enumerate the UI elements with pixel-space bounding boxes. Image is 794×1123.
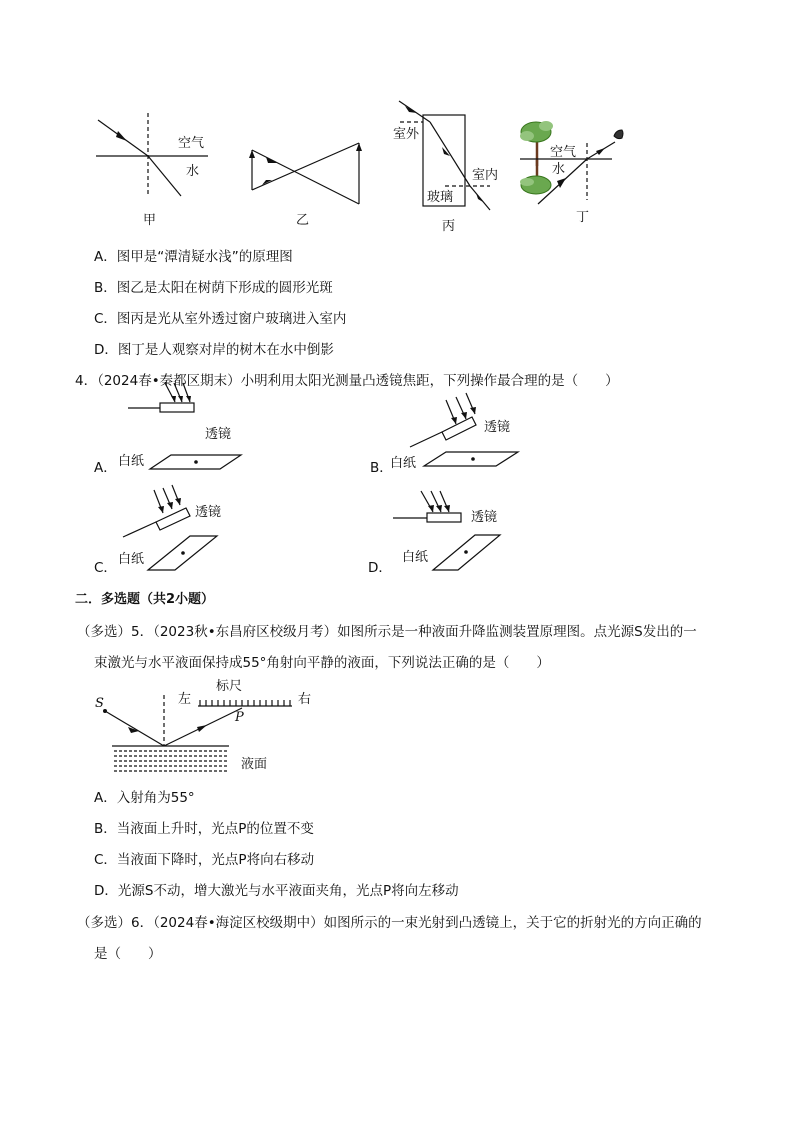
q5-option-d: D．光源S不动，增大激光与水平液面夹角，光点P将向左移动 [94, 883, 459, 899]
q6-stem-line2: 是（ ） [94, 946, 162, 962]
q4-b-paper-label: 白纸 [390, 456, 417, 471]
q4-option-c-letter: C． [94, 560, 117, 576]
section-2-title: 二．多选题（共2小题） [75, 592, 215, 607]
bing-caption: 丙 [442, 219, 456, 234]
q5-stem-line2: 束激光与水平液面保持成55°角射向平静的液面，下列说法正确的是（ ） [94, 655, 550, 671]
q4-a-lens-label: 透镜 [205, 427, 232, 442]
q4-c-lens-label: 透镜 [195, 505, 222, 520]
q4-option-d-letter: D． [368, 560, 392, 576]
q5-liquid-label: 液面 [241, 757, 268, 772]
q5-ruler-label: 标尺 [216, 679, 243, 694]
q4-c-paper-label: 白纸 [118, 552, 145, 567]
ding-air-label: 空气 [550, 145, 577, 160]
yi-caption: 乙 [296, 213, 310, 228]
q4-b-lens-label: 透镜 [484, 420, 511, 435]
bing-glass-label: 玻璃 [427, 190, 454, 205]
jia-air-label: 空气 [178, 136, 205, 151]
jia-caption: 甲 [143, 213, 157, 228]
q4-a-paper-label: 白纸 [118, 454, 145, 469]
q5-option-c: C．当液面下降时，光点P将向右移动 [94, 852, 315, 868]
q4-stem: 4．（2024春•秦都区期末）小明利用太阳光测量凸透镜焦距，下列操作最合理的是（ ） [75, 373, 619, 389]
q3-option-a: A．图甲是“潭清疑水浅”的原理图 [94, 249, 293, 265]
q5-left-label: 左 [178, 692, 192, 707]
q6-stem-line1: （多选）6．（2024春•海淀区校级期中）如图所示的一束光射到凸透镜上，关于它的折射光的方向正确的 [77, 915, 702, 931]
q5-option-b: B．当液面上升时，光点P的位置不变 [94, 821, 314, 837]
q4-d-lens-label: 透镜 [471, 510, 498, 525]
q4-option-a-letter: A． [94, 460, 117, 476]
q3-option-b: B．图乙是太阳在树荫下形成的圆形光斑 [94, 280, 333, 296]
ding-water-label: 水 [552, 162, 566, 177]
bing-outdoor-label: 室外 [393, 127, 420, 142]
q5-stem-line1: （多选）5．（2023秋•东昌府区校级月考）如图所示是一种液面升降监测装置原理图。点光源S发出的一 [77, 624, 697, 640]
q4-option-b-letter: B． [370, 460, 393, 476]
q5-source-label: S [95, 696, 104, 711]
ding-caption: 丁 [576, 210, 590, 225]
q3-option-c: C．图丙是光从室外透过窗户玻璃进入室内 [94, 311, 347, 327]
q5-right-label: 右 [298, 692, 312, 707]
q4-d-paper-label: 白纸 [402, 550, 429, 565]
jia-water-label: 水 [186, 164, 200, 179]
q5-option-a: A．入射角为55° [94, 790, 195, 806]
bing-indoor-label: 室内 [472, 168, 499, 183]
q3-option-d: D．图丁是人观察对岸的树木在水中倒影 [94, 342, 334, 358]
q5-point-p-label: P [235, 710, 244, 725]
